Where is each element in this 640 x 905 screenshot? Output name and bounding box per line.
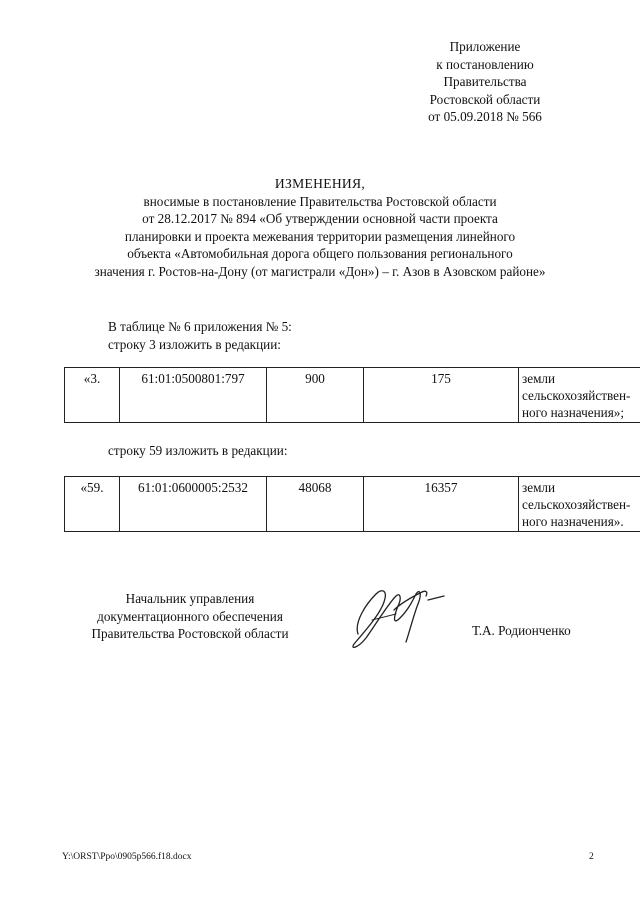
signatory-line: Правительства Ростовской области	[91, 626, 289, 641]
area-value-2: 16357	[364, 477, 519, 532]
title-heading: ИЗМЕНЕНИЯ,	[274, 176, 366, 191]
page-number: 2	[589, 852, 594, 862]
intro-table-reference: В таблице № 6 приложения № 5:	[108, 319, 292, 334]
area-value-1: 900	[267, 368, 364, 423]
land-category	[519, 368, 640, 423]
document-title	[40, 175, 600, 280]
signatory-line: документационного обеспечения	[97, 608, 283, 624]
land-category	[519, 477, 640, 532]
title-line: от 28.12.2017 № 894 «Об утверждении основной части проекта	[142, 211, 498, 226]
signatory-name: Т.А. Родионченко	[472, 623, 571, 638]
land-category-line: сельскохозяйствен-	[522, 388, 631, 403]
row3-table	[64, 367, 640, 423]
cadastral-number: 61:01:0500801:797	[120, 368, 267, 423]
area-value-1: 48068	[267, 477, 364, 532]
signatory-line: Начальник управления	[125, 591, 255, 606]
cadastral-number: 61:01:0600005:2532	[120, 477, 267, 532]
intro-row59-instruction: строку 59 изложить в редакции:	[108, 443, 288, 458]
row-number: «59.	[65, 477, 120, 532]
appendix-line: Правительства	[443, 74, 527, 89]
land-category-line: земли	[522, 480, 556, 495]
file-path: Y:\ORST\Ppo\0905p566.f18.docx	[62, 852, 192, 862]
table-row	[65, 477, 640, 532]
appendix-line: к постановлению	[436, 56, 534, 72]
table-row	[65, 368, 640, 423]
title-line: объекта «Автомобильная дорога общего пользования регионального	[127, 246, 513, 261]
title-line: вносимые в постановление Правительства Ростовской области	[143, 193, 497, 209]
handwritten-signature	[336, 574, 456, 654]
row-number: «3.	[65, 368, 120, 423]
land-category-line: ного назначения».	[522, 514, 624, 529]
area-value-2: 175	[364, 368, 519, 423]
appendix-line: Ростовской области	[429, 91, 541, 107]
appendix-line: от 05.09.2018 № 566	[428, 109, 542, 124]
appendix-line: Приложение	[449, 39, 521, 54]
land-category-line: сельскохозяйствен-	[522, 497, 631, 512]
appendix-header	[380, 38, 590, 126]
land-category-line: земли	[522, 371, 556, 386]
row59-table	[64, 476, 640, 532]
title-line: значения г. Ростов-на-Дону (от магистрали «Дон») – г. Азов в Азовском районе»	[94, 263, 546, 279]
signatory-position	[60, 590, 320, 643]
intro-row3-instruction: строку 3 изложить в редакции:	[108, 337, 281, 352]
title-line: планировки и проекта межевания территории размещения линейного	[124, 228, 516, 244]
land-category-line: ного назначения»;	[522, 405, 625, 420]
